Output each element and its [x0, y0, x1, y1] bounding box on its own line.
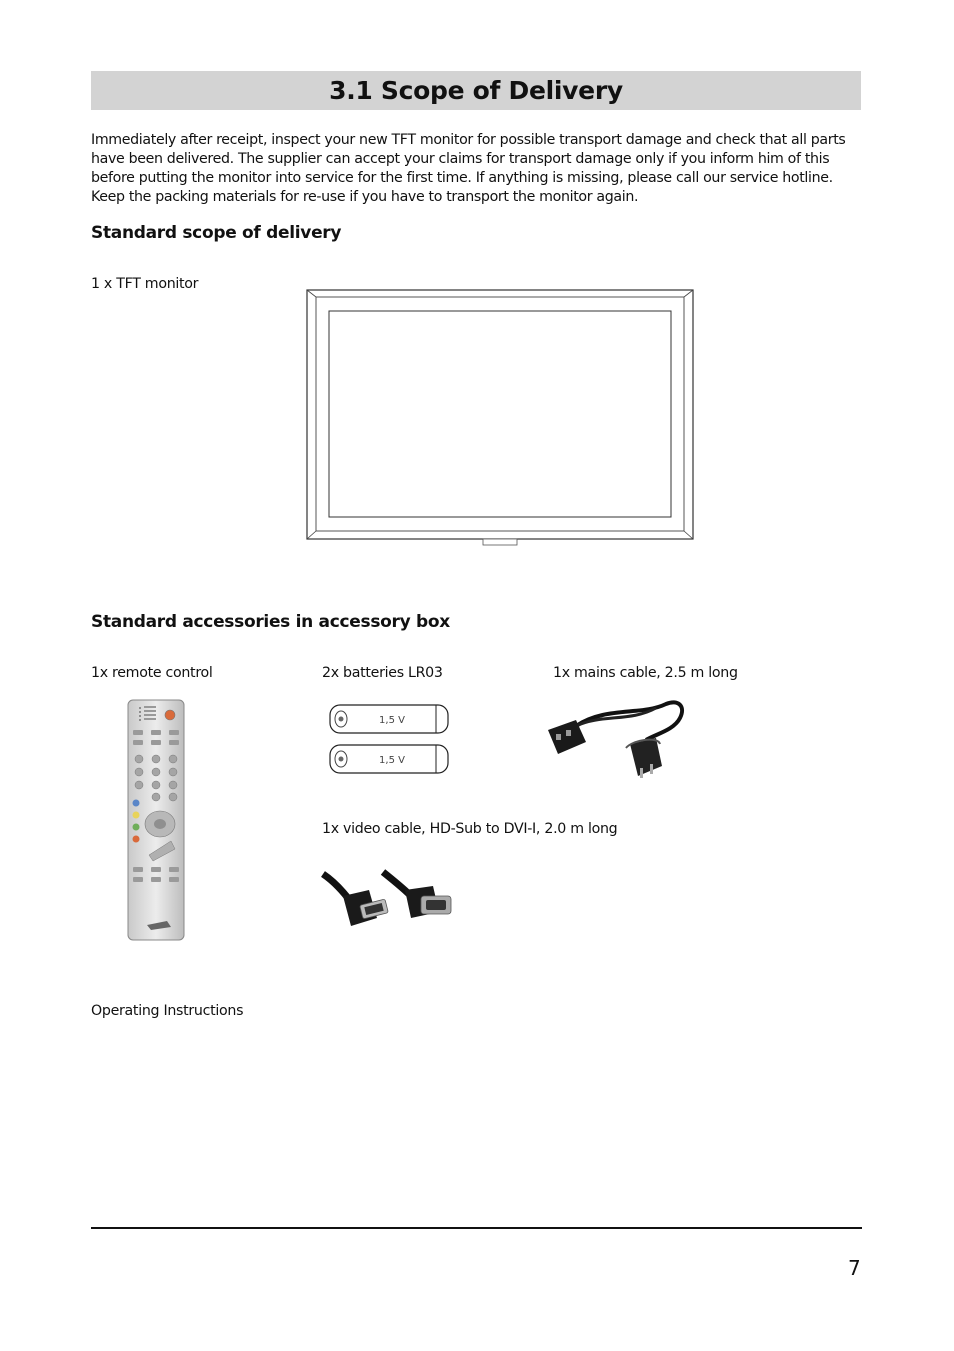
standard-scope-heading: Standard scope of delivery: [91, 223, 342, 243]
page-number: 7: [848, 1256, 861, 1280]
title-bar: [91, 71, 861, 110]
intro-paragraph: Immediately after receipt, inspect your new TFT monitor for possible transport damage and check that all parts have been delivered. The supplier can accept your claims for transport damage only if you inform him of this before putting the monitor into service for the first time. If anything is missing, please call our service hotline. Keep the packing materials for re-use if you have to transport the monitor again.: [91, 132, 846, 205]
monitor-label: 1 x TFT monitor: [91, 276, 199, 292]
video-cable-illustration: [321, 868, 459, 930]
battery-2-voltage: 1,5 V: [379, 755, 405, 766]
battery-2-illustration: [328, 743, 452, 775]
remote-control-illustration: [127, 699, 185, 941]
video-cable-label: 1x video cable, HD-Sub to DVI-I, 2.0 m long: [322, 821, 618, 837]
mains-cable-label: 1x mains cable, 2.5 m long: [553, 665, 738, 681]
page-title: 3.1 Scope of Delivery: [329, 76, 623, 105]
manual-label: Operating Instructions: [91, 1003, 244, 1019]
footer-rule: [91, 1227, 862, 1229]
battery-1-illustration: [328, 703, 452, 735]
monitor-illustration: [305, 289, 695, 547]
batteries-label: 2x batteries LR03: [322, 665, 443, 681]
battery-1-voltage: 1,5 V: [379, 715, 405, 726]
remote-label: 1x remote control: [91, 665, 213, 681]
accessories-heading: Standard accessories in accessory box: [91, 612, 450, 632]
mains-cable-illustration: [546, 696, 688, 780]
